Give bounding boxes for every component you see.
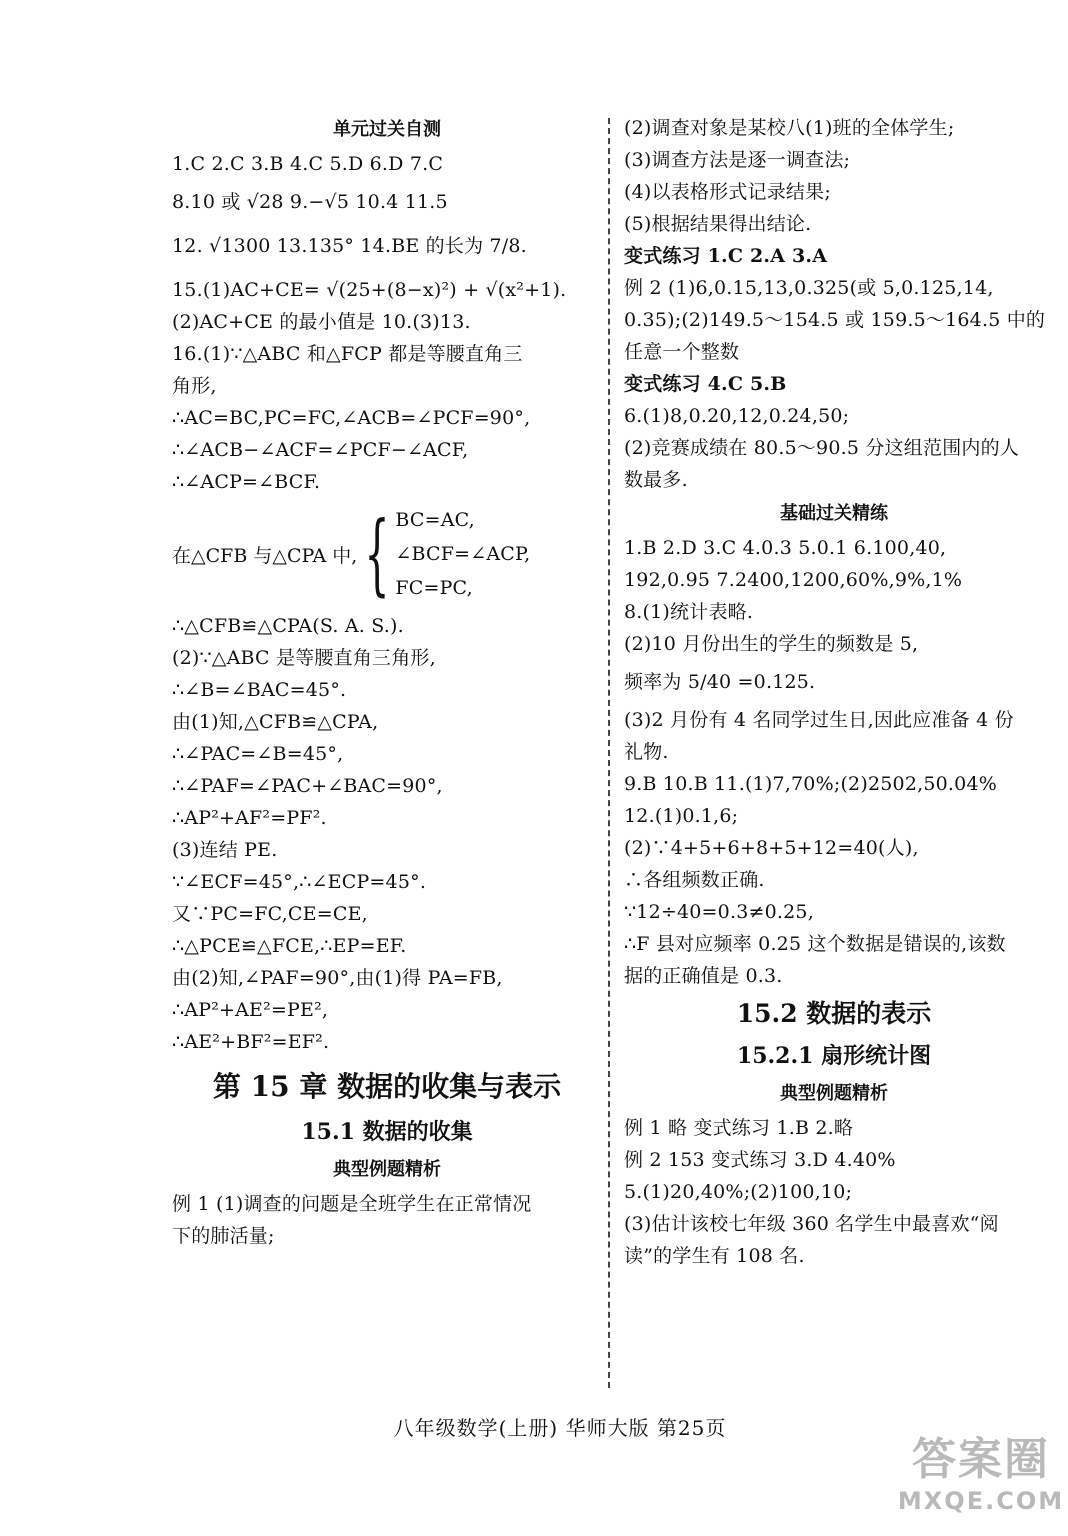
answer-line: 下的肺活量;: [172, 1225, 275, 1247]
answer-line: 读”的学生有 108 名.: [624, 1245, 805, 1267]
answer-line: 礼物.: [624, 741, 669, 763]
subsection-title: 15.1 数据的收集: [301, 1119, 473, 1145]
answer-line: ∴AC=BC,PC=FC,∠ACB=∠PCF=90°,: [172, 407, 531, 429]
answer-line: ∴∠ACB−∠ACF=∠PCF−∠ACF,: [172, 439, 469, 461]
subsection-title: 15.2.1 扇形统计图: [736, 1043, 932, 1069]
system-row: FC=PC,: [395, 577, 473, 599]
answer-line: (3)估计该校七年级 360 名学生中最喜欢“阅: [624, 1213, 999, 1235]
answer-line: 例 1 (1)调查的问题是全班学生在正常情况: [172, 1193, 532, 1215]
answer-line: 例 2 153 变式练习 3.D 4.40%: [624, 1149, 896, 1171]
answer-line: ∴各组频数正确.: [624, 869, 765, 891]
answer-line: 9.B 10.B 11.(1)7,70%;(2)2502,50.04%: [624, 773, 997, 795]
answer-line: 频率为 5/40 =0.125.: [624, 671, 816, 693]
page-footer: 八年级数学(上册) 华师大版 第25页: [393, 1416, 727, 1440]
answer-line: (4)以表格形式记录结果;: [624, 181, 831, 203]
answer-line: 变式练习 1.C 2.A 3.A: [624, 245, 828, 267]
watermark-text: 答案圈: [912, 1434, 1050, 1485]
unit-test-heading: 单元过关自测: [333, 119, 441, 140]
watermark-logo: [897, 1414, 1065, 1524]
answer-line: 16.(1)∵△ABC 和△FCP 都是等腰直角三: [172, 343, 523, 365]
answer-line: 192,0.95 7.2400,1200,60%,9%,1%: [624, 569, 963, 591]
answer-line: 数最多.: [624, 469, 688, 491]
practice-heading: 基础过关精练: [780, 503, 888, 524]
answer-line: (2)10 月份出生的学生的频数是 5,: [624, 633, 919, 655]
answer-line: ∴AE²+BF²=EF².: [172, 1031, 330, 1053]
answer-line: ∵∠ECF=45°,∴∠ECP=45°.: [172, 871, 427, 893]
answer-line: (3)调查方法是逐一调查法;: [624, 149, 851, 171]
answer-line: ∴∠PAC=∠B=45°,: [172, 743, 344, 765]
answer-line: 由(1)知,△CFB≌△CPA,: [172, 711, 379, 733]
system-row: BC=AC,: [395, 509, 475, 531]
equation-system: [172, 504, 602, 604]
answer-line: 角形,: [172, 375, 217, 397]
answer-line: ∴∠PAF=∠PAC+∠BAC=90°,: [172, 775, 443, 797]
answer-line: 例 1 略 变式练习 1.B 2.略: [624, 1117, 854, 1139]
example-heading: 典型例题精析: [333, 1159, 441, 1180]
answer-line: ∴AP²+AE²=PE²,: [172, 999, 329, 1021]
answer-line: 8.(1)统计表略.: [624, 601, 754, 623]
answer-line: (3)连结 PE.: [172, 839, 278, 861]
answer-line: 12. √1300 13.135° 14.BE 的长为 7/8.: [172, 235, 527, 257]
answer-line: 任意一个整数: [624, 341, 740, 363]
watermark-url: MXQE.COM: [897, 1487, 1065, 1515]
answer-line: 变式练习 4.C 5.B: [624, 373, 787, 395]
answer-line: ∴△PCE≌△FCE,∴EP=EF.: [172, 935, 407, 957]
answer-line: 15.(1)AC+CE= √(25+(8−x)²) + √(x²+1).: [172, 279, 567, 301]
column-divider: [608, 118, 610, 1388]
answer-line: (3)2 月份有 4 名同学过生日,因此应准备 4 份: [624, 709, 1014, 731]
answer-line: ∵12÷40=0.3≠0.25,: [624, 901, 814, 923]
answer-line: 又∵PC=FC,CE=CE,: [172, 903, 368, 925]
system-row: ∠BCF=∠ACP,: [395, 543, 531, 565]
answer-line: ∴F 县对应频率 0.25 这个数据是错误的,该数: [624, 933, 1006, 955]
answer-line: 据的正确值是 0.3.: [624, 965, 783, 987]
example-heading: 典型例题精析: [780, 1083, 888, 1104]
answer-line: (2)AC+CE 的最小值是 10.(3)13.: [172, 311, 471, 333]
answer-line: 0.35);(2)149.5～154.5 或 159.5～164.5 中的: [624, 309, 1046, 331]
answer-line: ∴∠B=∠BAC=45°.: [172, 679, 347, 701]
system-lead: 在△CFB 与△CPA 中,: [172, 544, 358, 567]
brace-symbol: {: [364, 502, 390, 605]
answer-line: (2)竞赛成绩在 80.5～90.5 分这组范围内的人: [624, 437, 1020, 459]
answer-line: (2)调查对象是某校八(1)班的全体学生;: [624, 117, 955, 139]
answer-line: 1.C 2.C 3.B 4.C 5.D 6.D 7.C: [172, 153, 444, 175]
answer-line: (5)根据结果得出结论.: [624, 213, 812, 235]
answer-line: 12.(1)0.1,6;: [624, 805, 739, 827]
section-title: 15.2 数据的表示: [736, 999, 932, 1028]
answer-line: 例 2 (1)6,0.15,13,0.325(或 5,0.125,14,: [624, 277, 994, 299]
answer-line: 5.(1)20,40%;(2)100,10;: [624, 1181, 853, 1203]
answer-line: ∴AP²+AF²=PF².: [172, 807, 327, 829]
answer-line: (2)∵4+5+6+8+5+12=40(人),: [624, 837, 919, 859]
answer-line: (2)∵△ABC 是等腰直角三角形,: [172, 647, 436, 669]
answer-line: ∴△CFB≌△CPA(S. A. S.).: [172, 615, 404, 637]
answer-line: 6.(1)8,0.20,12,0.24,50;: [624, 405, 850, 427]
left-column: [172, 112, 602, 1252]
chapter-title: 第 15 章 数据的收集与表示: [212, 1070, 562, 1103]
right-column: [624, 112, 1044, 1272]
answer-line: ∴∠ACP=∠BCF.: [172, 471, 321, 493]
answer-line: 8.10 或 √28 9.−√5 10.4 11.5: [172, 191, 448, 213]
answer-line: 1.B 2.D 3.C 4.0.3 5.0.1 6.100,40,: [624, 537, 947, 559]
answer-line: 由(2)知,∠PAF=90°,由(1)得 PA=FB,: [172, 967, 503, 989]
